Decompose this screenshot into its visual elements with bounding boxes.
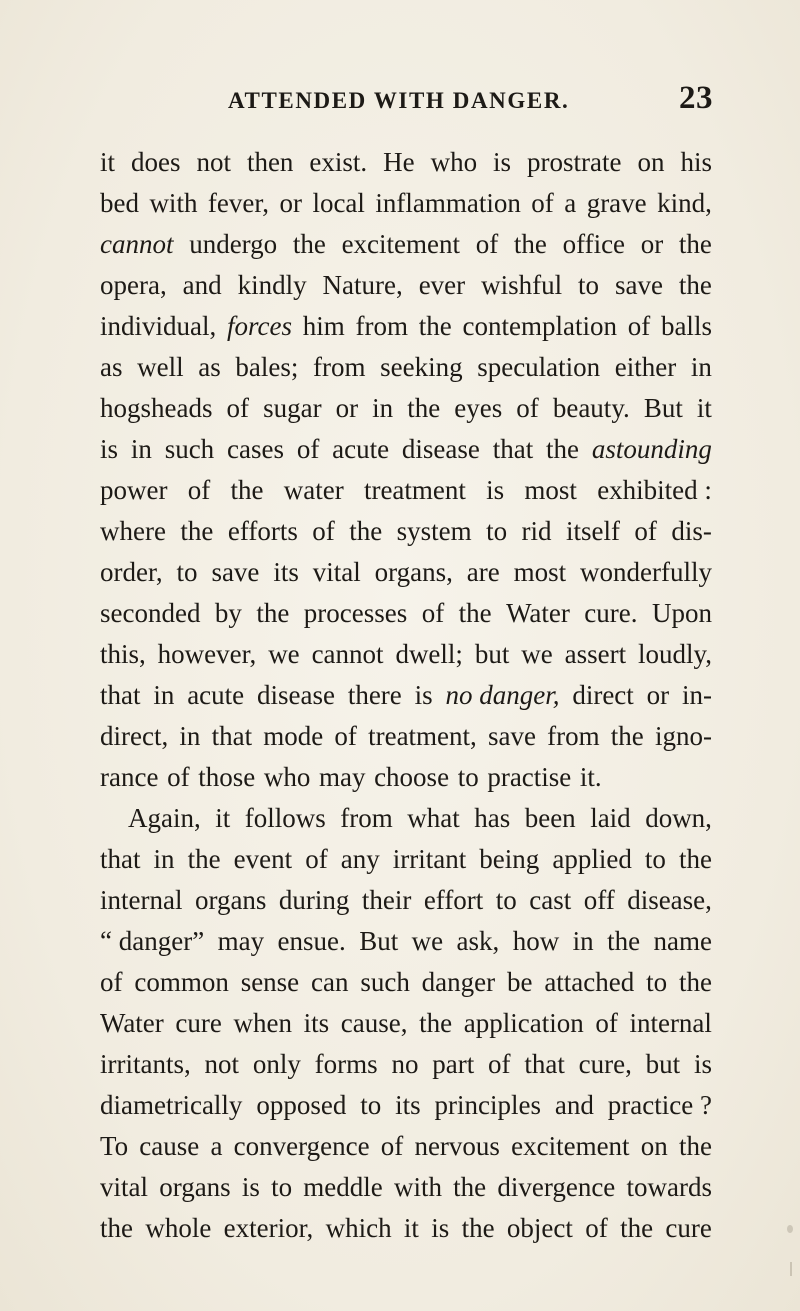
text-line	[100, 962, 712, 1003]
word: only	[252, 1049, 301, 1079]
word: what	[407, 803, 460, 833]
word: who	[430, 147, 478, 177]
word: or	[335, 393, 359, 423]
text-line	[100, 593, 712, 634]
word: with	[393, 1172, 442, 1202]
word: cannot	[311, 639, 384, 669]
word: the	[453, 1172, 487, 1202]
word: in	[153, 844, 175, 874]
word: opera,	[100, 270, 167, 300]
word: applied	[552, 844, 632, 874]
text-line	[100, 1085, 712, 1126]
word: it	[215, 803, 231, 833]
word: in	[179, 721, 201, 751]
word: does	[130, 147, 181, 177]
word: the	[461, 1213, 495, 1243]
word: power	[100, 475, 168, 505]
word: nervous	[414, 1131, 500, 1161]
text-line	[100, 921, 712, 962]
word: the	[678, 1131, 712, 1161]
word: dis-	[671, 516, 712, 546]
word: save	[614, 270, 663, 300]
word: however,	[157, 639, 257, 669]
text-line	[100, 1126, 712, 1167]
word: to	[457, 762, 479, 792]
word: of	[585, 1213, 608, 1243]
word: internal	[100, 885, 183, 915]
word: Upon	[651, 598, 712, 628]
word: Water	[100, 1008, 164, 1038]
text-line	[100, 675, 712, 716]
word: from	[547, 721, 600, 751]
word: the	[678, 844, 712, 874]
word: laid	[590, 803, 631, 833]
word: the	[546, 434, 580, 464]
word: the	[610, 721, 644, 751]
word: we	[411, 926, 444, 956]
word: of	[100, 967, 123, 997]
word: in	[372, 393, 394, 423]
word: divergence	[497, 1172, 616, 1202]
word: vital	[100, 1172, 148, 1202]
word: is	[241, 1172, 260, 1202]
word: attached	[544, 967, 635, 997]
word: from	[312, 352, 366, 382]
word: of	[334, 721, 357, 751]
word: office	[562, 229, 626, 259]
text-line	[100, 347, 712, 388]
word: but	[474, 639, 510, 669]
word: are	[466, 557, 500, 587]
word: meddle	[303, 1172, 383, 1202]
word: cast	[529, 885, 572, 915]
word: opposed	[256, 1090, 347, 1120]
word: during	[278, 885, 350, 915]
word: of	[421, 598, 445, 628]
word: where	[100, 516, 166, 546]
word: in	[130, 434, 152, 464]
word: most	[513, 557, 567, 587]
word: direct	[572, 680, 634, 710]
word: excitement	[511, 1131, 630, 1161]
text-line	[100, 716, 712, 757]
word: of	[627, 311, 651, 341]
word: and	[554, 1090, 594, 1120]
word: his	[680, 147, 712, 177]
word: excitement	[341, 229, 461, 259]
word	[100, 224, 174, 265]
word: name	[653, 926, 712, 956]
word: diametrically	[100, 1090, 243, 1120]
word: the	[100, 1213, 133, 1243]
word: cause	[139, 1131, 200, 1161]
word: has	[474, 803, 511, 833]
word: him	[302, 311, 345, 341]
word: the	[678, 270, 712, 300]
word: irritants,	[100, 1049, 191, 1079]
word: organs,	[374, 557, 453, 587]
word	[592, 429, 712, 470]
word: that	[100, 844, 141, 874]
word: that	[211, 721, 253, 751]
word: cases	[227, 434, 284, 464]
word: to	[644, 844, 666, 874]
word: disease	[257, 680, 335, 710]
word: their	[361, 885, 412, 915]
word: exhibited :	[597, 475, 712, 505]
word: but	[645, 1049, 681, 1079]
word: water	[283, 475, 344, 505]
text-line	[100, 511, 712, 552]
word: a	[210, 1131, 223, 1161]
word: application	[463, 1008, 584, 1038]
word: hogsheads	[100, 393, 213, 423]
word: on	[640, 1131, 668, 1161]
word: being	[479, 844, 540, 874]
word: the	[607, 926, 641, 956]
italic-word: forces	[227, 311, 292, 341]
word: organs	[194, 885, 267, 915]
word: local	[312, 188, 365, 218]
word: the	[419, 1008, 453, 1038]
word: to	[271, 1172, 293, 1202]
word: or	[646, 680, 670, 710]
word: Water	[506, 598, 570, 628]
text-line	[100, 142, 712, 183]
word: to	[176, 557, 198, 587]
text-line	[100, 265, 712, 306]
word: or	[279, 188, 302, 218]
word: practise	[487, 762, 572, 792]
word: no	[391, 1049, 419, 1079]
word: may	[318, 762, 366, 792]
word: cure,	[578, 1049, 632, 1079]
word: cure	[175, 1008, 222, 1038]
word: of	[488, 1049, 511, 1079]
word: convergence	[233, 1131, 370, 1161]
word: from	[340, 803, 393, 833]
word: this,	[100, 639, 146, 669]
word: of	[312, 516, 335, 546]
word: the	[187, 844, 221, 874]
word: the	[292, 229, 326, 259]
word: that	[524, 1049, 565, 1079]
word: such	[360, 967, 410, 997]
word: save	[487, 721, 536, 751]
word: To	[100, 1131, 129, 1161]
word: save	[211, 557, 260, 587]
word: is	[486, 475, 505, 505]
word: with	[149, 188, 198, 218]
word: of	[531, 188, 554, 218]
word: ask,	[456, 926, 500, 956]
text-line	[100, 388, 712, 429]
word: sugar	[263, 393, 322, 423]
page-number: 23	[679, 80, 713, 116]
word: dwell;	[395, 639, 463, 669]
word	[227, 306, 292, 347]
word: been	[524, 803, 576, 833]
text-line	[100, 224, 712, 265]
word: cause,	[340, 1008, 408, 1038]
word: But	[643, 393, 683, 423]
word: who	[263, 762, 311, 792]
word: of	[305, 844, 328, 874]
word: to	[486, 516, 508, 546]
word: most	[524, 475, 577, 505]
word: treatment,	[368, 721, 477, 751]
word: event	[233, 844, 293, 874]
word: direct,	[100, 721, 169, 751]
word: is	[493, 147, 512, 177]
word: itself	[565, 516, 620, 546]
word: treatment	[363, 475, 466, 505]
word: of	[167, 762, 190, 792]
word: whole	[145, 1213, 212, 1243]
text-line	[100, 183, 712, 224]
page-header	[218, 80, 713, 130]
word: undergo	[189, 229, 278, 259]
word: as	[198, 352, 221, 382]
body-text	[100, 142, 712, 1249]
word: is	[693, 1049, 712, 1079]
word: efforts	[227, 516, 298, 546]
word: But	[359, 926, 399, 956]
word: of	[634, 516, 657, 546]
word: individual,	[100, 311, 217, 341]
word: in	[572, 926, 594, 956]
word: ensue.	[277, 926, 346, 956]
text-line	[100, 1167, 712, 1208]
word: in-	[681, 680, 712, 710]
word: can	[311, 967, 349, 997]
word: its	[273, 557, 299, 587]
word: kind,	[657, 188, 712, 218]
word: of	[226, 393, 250, 423]
text-line	[100, 798, 712, 839]
word: how	[512, 926, 560, 956]
word: there	[347, 680, 402, 710]
word: wishful	[481, 270, 563, 300]
word: from	[355, 311, 408, 341]
word: danger	[421, 967, 496, 997]
word: wonderfully	[580, 557, 712, 587]
word: in	[690, 352, 712, 382]
word: order,	[100, 557, 163, 587]
word: loudly,	[637, 639, 712, 669]
word: the	[513, 229, 547, 259]
word: prostrate	[527, 147, 622, 177]
word: or	[640, 229, 664, 259]
word: acute	[187, 680, 245, 710]
word: we	[268, 639, 300, 669]
word: those	[198, 762, 256, 792]
word: effort	[423, 885, 484, 915]
word: in	[153, 680, 175, 710]
text-line	[100, 1044, 712, 1085]
word: internal	[629, 1008, 712, 1038]
word: vital	[312, 557, 361, 587]
word: of	[475, 229, 499, 259]
word: the	[230, 475, 264, 505]
word: towards	[626, 1172, 712, 1202]
word: Again,	[128, 803, 201, 833]
word: choose	[374, 762, 450, 792]
word: the	[620, 1213, 654, 1243]
word: then	[246, 147, 294, 177]
word: the	[180, 516, 214, 546]
word: grave	[586, 188, 647, 218]
word: any	[340, 844, 380, 874]
word: eyes	[454, 393, 503, 423]
word: He	[383, 147, 415, 177]
text-line	[100, 470, 712, 511]
italic-word: no danger,	[445, 680, 560, 710]
word: the	[407, 393, 441, 423]
word: practice ?	[607, 1090, 712, 1120]
word: fever,	[207, 188, 270, 218]
word: disease	[401, 434, 480, 464]
word: that	[492, 434, 534, 464]
word: contemplation	[462, 311, 617, 341]
word: is	[414, 680, 433, 710]
word: sense	[240, 967, 300, 997]
word: not	[204, 1049, 240, 1079]
word: of	[595, 1008, 618, 1038]
word: rid	[521, 516, 552, 546]
word: not	[196, 147, 231, 177]
word: be	[506, 967, 533, 997]
text-line	[100, 552, 712, 593]
word: part	[432, 1049, 475, 1079]
word: acute	[332, 434, 390, 464]
word: processes	[303, 598, 408, 628]
word: inflammation	[375, 188, 521, 218]
word: to	[495, 885, 517, 915]
word: exterior,	[223, 1213, 314, 1243]
word: to	[360, 1090, 382, 1120]
word	[445, 675, 559, 716]
word: a	[564, 188, 577, 218]
text-line	[100, 839, 712, 880]
word: balls	[660, 311, 712, 341]
word: such	[164, 434, 215, 464]
word: on	[637, 147, 665, 177]
word: to	[578, 270, 600, 300]
word: of	[187, 475, 211, 505]
word: assert	[564, 639, 627, 669]
word: the	[256, 598, 290, 628]
paper-blemish-mark	[790, 1262, 792, 1276]
running-head: ATTENDED WITH DANGER.	[228, 88, 570, 113]
word: it	[100, 147, 116, 177]
paper-blemish	[787, 1225, 793, 1233]
word: system	[396, 516, 472, 546]
italic-word: cannot	[100, 229, 174, 259]
word: follows	[244, 803, 326, 833]
italic-word: astounding	[591, 434, 712, 464]
word: may	[217, 926, 265, 956]
word: common	[134, 967, 229, 997]
word: by	[214, 598, 242, 628]
word: seeking	[380, 352, 463, 382]
text-line	[100, 1208, 712, 1249]
word: the	[678, 967, 712, 997]
word: igno-	[654, 721, 712, 751]
word: seconded	[100, 598, 201, 628]
text-line	[100, 306, 712, 347]
word: as	[100, 352, 123, 382]
word: kindly	[237, 270, 307, 300]
word: bales;	[235, 352, 299, 382]
word: it.	[579, 762, 602, 792]
word: irritant	[392, 844, 467, 874]
word: we	[521, 639, 553, 669]
word: Nature,	[322, 270, 403, 300]
text-line	[100, 880, 712, 921]
word: disease,	[627, 885, 712, 915]
word: well	[137, 352, 184, 382]
word: of	[296, 434, 320, 464]
word: bed	[100, 188, 139, 218]
text-line	[100, 429, 712, 470]
word: to	[646, 967, 668, 997]
word: of	[380, 1131, 404, 1161]
word: and	[182, 270, 222, 300]
word: which	[325, 1213, 392, 1243]
word: is	[100, 434, 119, 464]
word: mode	[263, 721, 324, 751]
word: the	[349, 516, 383, 546]
word: speculation	[477, 352, 601, 382]
text-line	[100, 757, 712, 798]
word: its	[395, 1090, 421, 1120]
word: of	[516, 393, 539, 423]
word: the	[418, 311, 452, 341]
word: the	[458, 598, 492, 628]
word: off	[583, 885, 615, 915]
word: either	[614, 352, 677, 382]
word: down,	[645, 803, 712, 833]
word: principles	[434, 1090, 542, 1120]
word: cure.	[584, 598, 638, 628]
word: cure	[665, 1213, 712, 1243]
word: “ danger”	[100, 926, 205, 956]
word: when	[233, 1008, 292, 1038]
word: it	[403, 1213, 419, 1243]
word: object	[506, 1213, 573, 1243]
word: its	[303, 1008, 330, 1038]
word: it	[696, 393, 712, 423]
word: rance	[100, 762, 159, 792]
word: beauty.	[552, 393, 630, 423]
word: the	[678, 229, 712, 259]
text-line	[100, 1003, 712, 1044]
word: that	[100, 680, 141, 710]
text-line	[100, 634, 712, 675]
word: forms	[314, 1049, 378, 1079]
word: exist.	[309, 147, 368, 177]
word: is	[431, 1213, 450, 1243]
word: organs	[159, 1172, 231, 1202]
word: ever	[418, 270, 466, 300]
